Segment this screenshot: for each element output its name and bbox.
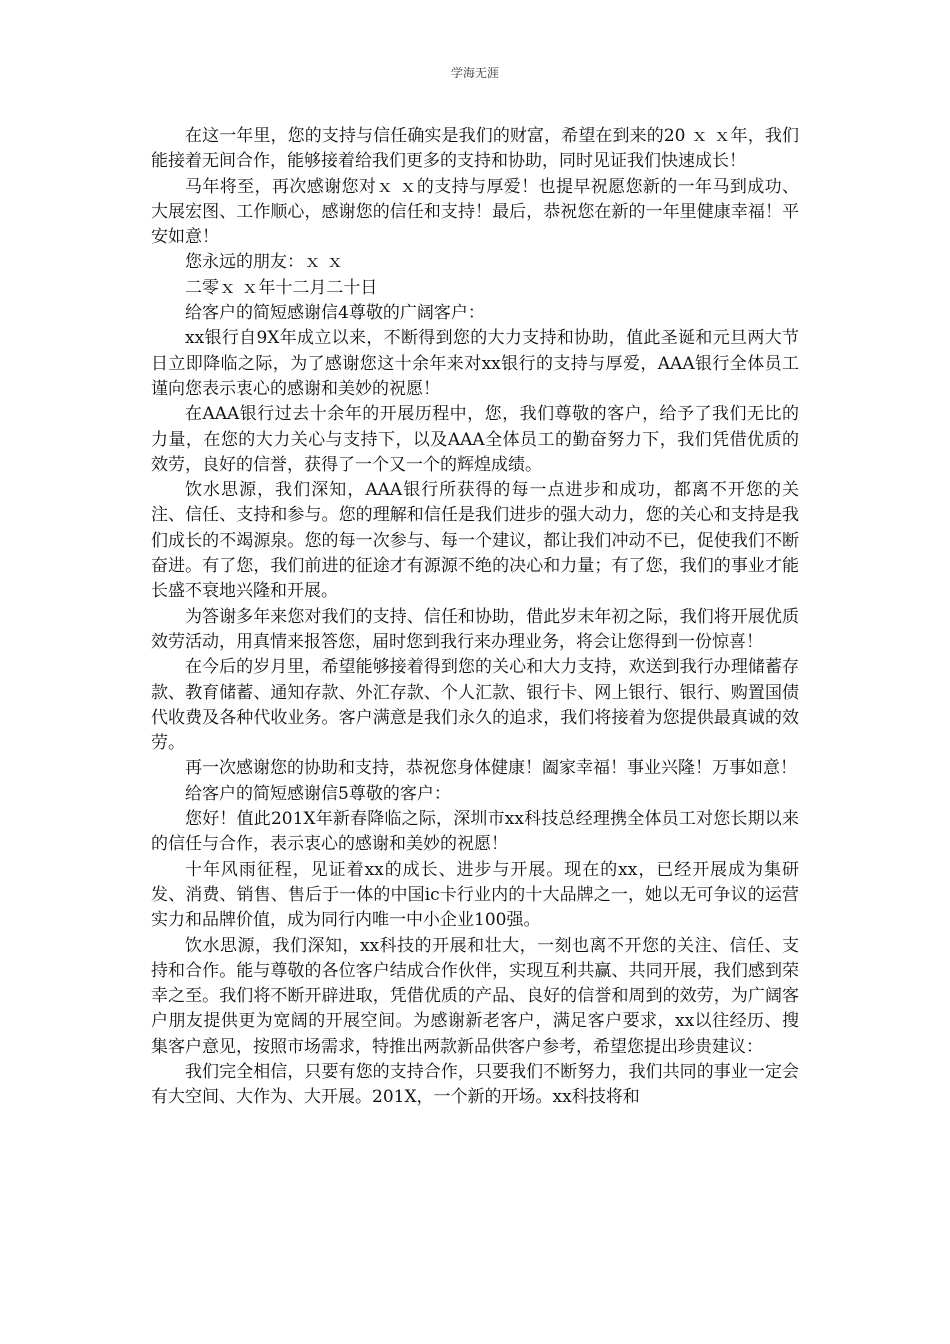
paragraph: 十年风雨征程，见证着xx的成长、进步与开展。现在的xx，已经开展成为集研发、消费、销售、售后于一体的中国ic卡行业内的十大品牌之一，她以无可争议的运营实力和品牌价值，成为同行内唯一中小企业100强。 (151, 859, 799, 931)
paragraph: 马年将至，再次感谢您对ｘ ｘ的支持与厚爱！也提早祝愿您新的一年马到成功、大展宏图、工作顺心，感谢您的信任和支持！最后，恭祝您在新的一年里健康幸福！平安如意！ (151, 176, 799, 248)
signature-line: 您永远的朋友：ｘ ｘ (185, 252, 344, 273)
paragraph: 在今后的岁月里，希望能够接着得到您的关心和大力支持，欢送到我行办理储蓄存款、教育储蓄、通知存款、外汇存款、个人汇款、银行卡、网上银行、银行、购置国债代收费及各种代收业务。客户满意是我们永久的追求，我们将接着为您提供最真诚的效劳。 (151, 657, 799, 754)
paragraph: 我们完全相信，只要有您的支持合作，只要我们不断努力，我们共同的事业一定会有大空间、大作为、大开展。201X，一个新的开场。xx科技将和 (151, 1061, 799, 1108)
paragraph: 饮水思源，我们深知，AAA银行所获得的每一点进步和成功，都离不开您的关注、信任、支持和参与。您的理解和信任是我们进步的强大动力，您的关心和支持是我们成长的不竭源泉。您的每一次参与、每一个建议，都让我们冲动不已，促使我们不断奋进。有了您，我们前进的征途才有源源不绝的决心和力量；有了您，我们的事业才能长盛不衰地兴隆和开展。 (151, 480, 799, 602)
paragraph: 再一次感谢您的协助和支持，恭祝您身体健康！阖家幸福！事业兴隆！万事如意！ (185, 758, 797, 779)
date-line: 二零ｘ ｘ年十二月二十日 (185, 277, 378, 298)
paragraph: xx银行自9X年成立以来，不断得到您的大力支持和协助，值此圣诞和元旦两大节日立即降临之际，为了感谢您这十余年来对xx银行的支持与厚爱，AAA银行全体员工谨向您表示衷心的感谢和美妙的祝愿！ (151, 328, 799, 399)
document-body (151, 124, 799, 1111)
paragraph: 饮水思源，我们深知，xx科技的开展和壮大，一刻也离不开您的关注、信任、支持和合作。能与尊敬的各位客户结成合作伙伴，实现互利共赢、共同开展，我们感到荣幸之至。我们将不断开辟进取，凭借优质的产品、良好的信誉和周到的效劳，为广阔客户朋友提供更为宽阔的开展空间。为感谢新老客户，满足客户要求，xx以往经历、搜集客户意见，按照市场需求，特推出两款新品供客户参考，希望您提出珍贵建议： (151, 935, 799, 1057)
letter-heading: 给客户的简短感谢信4尊敬的广阔客户： (185, 303, 485, 324)
letter-heading: 给客户的简短感谢信5尊敬的客户： (185, 783, 451, 804)
paragraph: 您好！值此201X年新春降临之际，深圳市xx科技总经理携全体员工对您长期以来的信任与合作，表示衷心的感谢和美妙的祝愿！ (151, 809, 799, 855)
page-header: 学海无涯 (450, 66, 499, 80)
paragraph: 为答谢多年来您对我们的支持、信任和协助，借此岁末年初之际，我们将开展优质效劳活动，用真情来报答您，届时您到我行来办理业务，将会让您得到一份惊喜！ (151, 606, 799, 652)
paragraph: 在AAA银行过去十余年的开展历程中，您，我们尊敬的客户，给予了我们无比的力量，在您的大力关心与支持下，以及AAA全体员工的勤奋努力下，我们凭借优质的效劳，良好的信誉，获得了一个又一个的辉煌成绩。 (151, 404, 799, 475)
paragraph: 在这一年里，您的支持与信任确实是我们的财富，希望在到来的20 ｘ ｘ年，我们能接着无间合作，能够接着给我们更多的支持和协助，同时见证我们快速成长！ (151, 126, 799, 172)
